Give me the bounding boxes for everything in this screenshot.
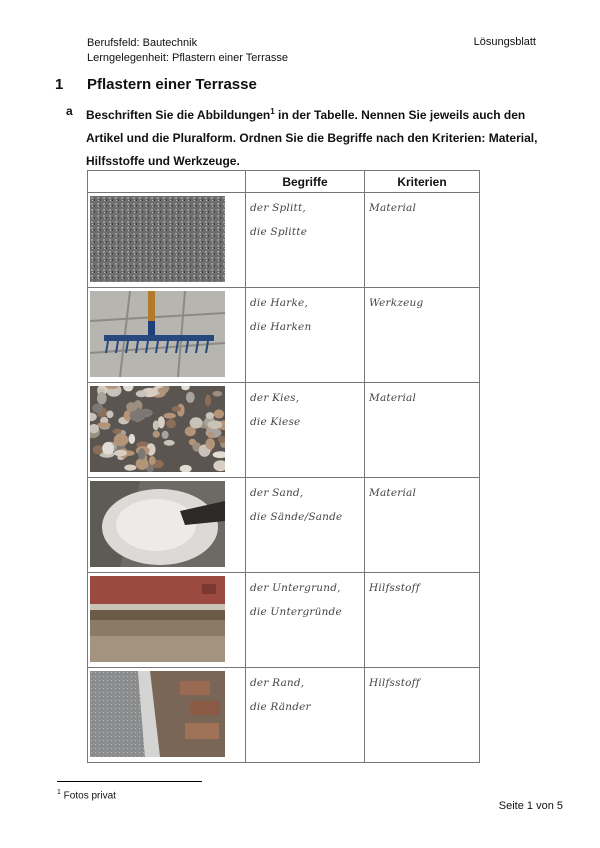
document-header	[87, 36, 288, 66]
table-row	[88, 668, 480, 763]
term-singular: die Harke,	[250, 297, 308, 309]
footnote-number: 1	[57, 789, 61, 796]
table-row	[88, 288, 480, 383]
term-plural: die Ränder	[250, 701, 311, 713]
table-row	[88, 573, 480, 668]
term-plural: die Harken	[250, 321, 312, 333]
task-letter: a	[66, 104, 73, 118]
page-number: Seite 1 von 5	[498, 800, 563, 812]
header-sheet-type: Lösungsblatt	[473, 36, 536, 48]
table-row	[88, 478, 480, 573]
rand-photo	[90, 671, 225, 757]
term-singular: der Untergrund,	[250, 582, 341, 594]
kies-photo	[90, 386, 225, 472]
splitt-photo	[90, 196, 225, 282]
footnote-divider	[57, 781, 202, 782]
term-criterion: Werkzeug	[369, 297, 424, 309]
task-instruction	[66, 100, 546, 173]
sand-photo	[90, 481, 225, 567]
term-plural: die Untergründe	[250, 606, 342, 618]
footnote-text: Fotos privat	[60, 790, 116, 802]
term-plural: die Kiese	[250, 416, 301, 428]
term-criterion: Material	[369, 202, 417, 214]
term-singular: der Sand,	[250, 487, 304, 499]
table-row	[88, 383, 480, 478]
header-situation: Lerngelegenheit: Pflastern einer Terrasse	[87, 52, 288, 64]
header-image-col	[88, 171, 246, 193]
term-singular: der Splitt,	[250, 202, 306, 214]
term-plural: die Splitte	[250, 226, 308, 238]
header-criteria: Kriterien	[365, 171, 480, 193]
footnote	[57, 789, 116, 801]
term-criterion: Material	[369, 487, 417, 499]
header-terms: Begriffe	[246, 171, 365, 193]
section-title: Pflastern einer Terrasse	[87, 76, 257, 93]
term-singular: der Rand,	[250, 677, 305, 689]
harke-photo	[90, 291, 225, 377]
table-header-row	[88, 171, 480, 193]
task-text-before: Beschriften Sie die Abbildungen	[86, 108, 271, 122]
term-singular: der Kies,	[250, 392, 300, 404]
table-row	[88, 193, 480, 288]
section-number: 1	[55, 76, 64, 93]
task-text-after: in der Tabelle. Nennen Sie jeweils auch den Artikel und die Pluralform. Ordnen Sie die Begriffe nach den Kriterien: Material, Hilfsstoffe und Werkzeuge.	[86, 108, 538, 168]
term-criterion: Hilfsstoff	[369, 677, 420, 689]
task-footnote-ref: 1	[270, 107, 275, 116]
section-heading	[55, 76, 257, 93]
header-field: Berufsfeld: Bautechnik	[87, 37, 198, 49]
term-criterion: Hilfsstoff	[369, 582, 420, 594]
term-criterion: Material	[369, 392, 417, 404]
term-plural: die Sände/Sande	[250, 511, 343, 523]
vocabulary-table	[87, 170, 480, 763]
untergrund-photo	[90, 576, 225, 662]
